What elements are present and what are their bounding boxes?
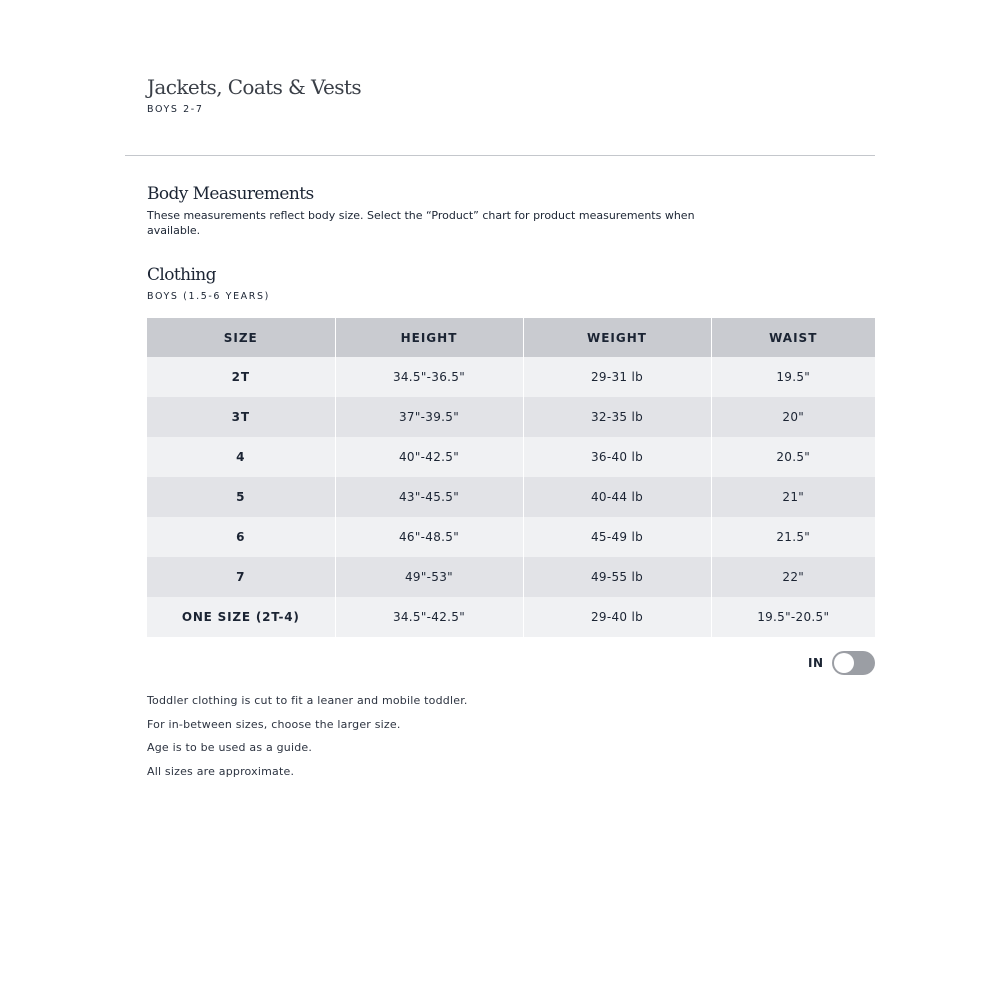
size-cell: 4 — [147, 437, 335, 477]
height-cell: 34.5"-36.5" — [335, 357, 523, 397]
size-cell: 6 — [147, 517, 335, 557]
table-row — [147, 397, 875, 437]
table-row — [147, 517, 875, 557]
size-cell: 2T — [147, 357, 335, 397]
table-row — [147, 437, 875, 477]
weight-cell: 40-44 lb — [523, 477, 711, 517]
weight-cell: 29-40 lb — [523, 597, 711, 637]
body-measurements-title: Body Measurements — [147, 184, 314, 204]
height-cell: 43"-45.5" — [335, 477, 523, 517]
weight-cell: 45-49 lb — [523, 517, 711, 557]
body-measurements-description: These measurements reflect body size. Select the “Product” chart for product measurements when available. — [147, 209, 695, 237]
waist-cell: 21.5" — [711, 517, 875, 557]
column-header-size: SIZE — [147, 318, 335, 357]
switch-knob — [834, 653, 854, 673]
table-row — [147, 557, 875, 597]
waist-cell: 20.5" — [711, 437, 875, 477]
height-cell: 34.5"-42.5" — [335, 597, 523, 637]
unit-switch[interactable] — [832, 651, 875, 675]
column-header-weight: WEIGHT — [523, 318, 711, 357]
clothing-subtitle: BOYS (1.5-6 YEARS) — [147, 291, 270, 302]
waist-cell: 21" — [711, 477, 875, 517]
size-cell: 7 — [147, 557, 335, 597]
size-cell: 3T — [147, 397, 335, 437]
height-cell: 49"-53" — [335, 557, 523, 597]
height-cell: 40"-42.5" — [335, 437, 523, 477]
table-row — [147, 597, 875, 637]
note-item: All sizes are approximate. — [147, 764, 295, 778]
table-row — [147, 357, 875, 397]
size-chart-table — [147, 318, 875, 637]
weight-cell: 29-31 lb — [523, 357, 711, 397]
note-item: Age is to be used as a guide. — [147, 741, 313, 754]
weight-cell: 36-40 lb — [523, 437, 711, 477]
note-item: Toddler clothing is cut to fit a leaner and mobile toddler. — [147, 694, 468, 707]
header-divider — [125, 155, 875, 156]
size-cell: ONE SIZE (2T-4) — [147, 597, 335, 637]
unit-label-in: IN — [808, 655, 824, 670]
weight-cell: 32-35 lb — [523, 397, 711, 437]
unit-toggle — [808, 650, 875, 675]
column-header-height: HEIGHT — [335, 318, 523, 357]
note-item: For in-between sizes, choose the larger size. — [147, 717, 401, 731]
table-header-row — [147, 318, 875, 357]
waist-cell: 20" — [711, 397, 875, 437]
waist-cell: 22" — [711, 557, 875, 597]
height-cell: 46"-48.5" — [335, 517, 523, 557]
size-cell: 5 — [147, 477, 335, 517]
waist-cell: 19.5" — [711, 357, 875, 397]
column-header-waist: WAIST — [711, 318, 875, 357]
size-notes — [147, 693, 468, 787]
table-row — [147, 477, 875, 517]
page-subtitle: BOYS 2-7 — [147, 104, 204, 115]
height-cell: 37"-39.5" — [335, 397, 523, 437]
clothing-title: Clothing — [147, 265, 216, 285]
page-title: Jackets, Coats & Vests — [147, 75, 362, 99]
waist-cell: 19.5"-20.5" — [711, 597, 875, 637]
weight-cell: 49-55 lb — [523, 557, 711, 597]
